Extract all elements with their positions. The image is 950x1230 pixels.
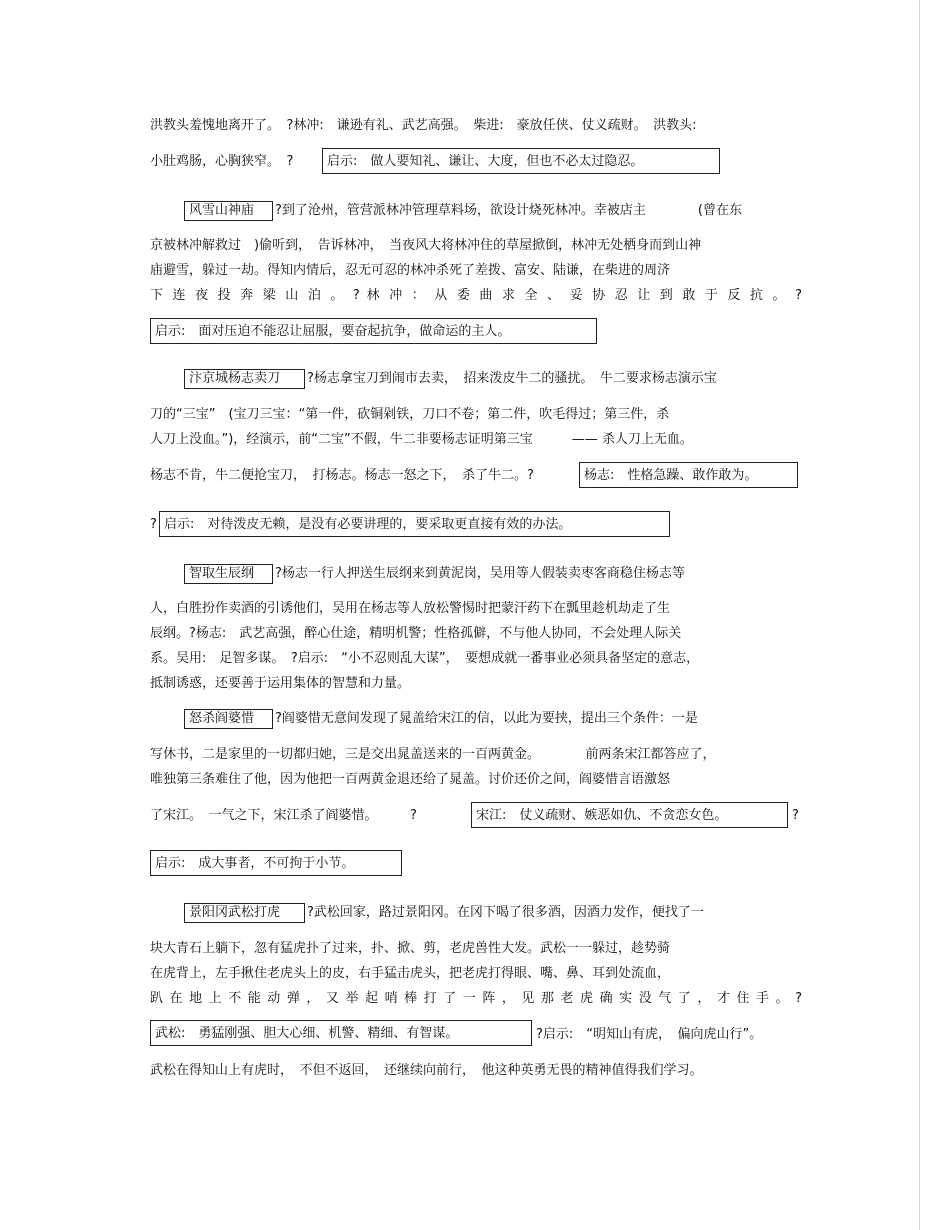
section-title: 景阳冈武松打虎	[184, 903, 305, 923]
section-title: 风雪山神庙	[184, 201, 273, 221]
text-line: 写休书，二是家里的一切都归她，三是交出晁盖送来的一百两黄金。 前两条宋江都答应了，	[150, 747, 716, 762]
character-box: 杨志: 性格急躁、敢作敢为。	[579, 462, 798, 488]
text-line: 刀的“三宝” (宝刀三宝：“第一件，砍铜剁铁，刀口不卷；第二件，吹毛得过；第三件，杀	[150, 407, 670, 422]
insight-box: 启示: 面对压迫不能忍让屈服，要奋起抗争，做命运的主人。	[150, 318, 597, 344]
text-line: ?到了沧州，管营派林冲管理草料场，欲设计烧死林冲。幸被店主 (曾在东	[275, 203, 742, 218]
text-line: 人刀上没血。”)，经演示，前“二宝”不假，牛二非要杨志证明第三宝 —— 杀人刀上无血。	[150, 432, 693, 447]
page-edge-divider	[919, 0, 920, 1230]
section-title: 汴京城杨志卖刀	[184, 369, 305, 389]
character-box: 武松: 勇猛刚强、胆大心细、机警、精细、有智谋。	[150, 1020, 532, 1046]
text-line: 洪教头羞愧地离开了。 ?林冲: 谦逊有礼、武艺高强。 柴进: 豪放任侠、仗义疏财。 洪教头:	[150, 118, 697, 133]
text-line: ?武松回家，路过景阳冈。在冈下喝了很多酒，因酒力发作，便找了一	[307, 905, 704, 920]
text-line: 块大青石上躺下，忽有猛虎扑了过来，扑、掀、剪，老虎兽性大发。武松一一躲过，趁势骑	[150, 941, 671, 956]
text-line: 人，白胜扮作卖酒的引诱他们，吴用在杨志等人放松警惕时把蒙汗药下在瓢里趁机劫走了生	[150, 601, 671, 616]
text-line: ?杨志一行人押送生辰纲来到黄泥岗，吴用等人假装卖枣客商稳住杨志等	[275, 566, 685, 581]
text-line: ?	[150, 517, 157, 532]
text-line: 杨志不肯，牛二便抢宝刀， 打杨志。杨志一怒之下， 杀了牛二。?	[150, 468, 534, 483]
text-line: 京被林冲解救过 )偷听到， 告诉林冲， 当夜风大将林冲住的草屋掀倒，林冲无处栖身而到山神	[150, 238, 702, 253]
text-line: 趴 在 地 上 不 能 动 弹 ， 又 举 起 哨 棒 打 了 一 阵 ， 见 那 老 虎 确 实 没 气 了 ， 才 住 手 。 ?	[150, 991, 802, 1006]
insight-box: 启示: 成大事者，不可拘于小节。	[150, 850, 402, 876]
text-line: 了宋江。 一气之下，宋江杀了阎婆惜。 ?	[150, 808, 417, 823]
text-line: ?杨志拿宝刀到闹市去卖， 招来泼皮牛二的骚扰。 牛二要求杨志演示宝	[307, 371, 717, 386]
text-line: ?启示: “明知山有虎， 偏向虎山行”。	[536, 1027, 763, 1042]
insight-box: 启示: 做人要知礼、谦让、大度，但也不必太过隐忍。	[322, 148, 720, 174]
section-title: 怒杀阎婆惜	[184, 709, 273, 729]
text-line: 抵制诱惑，还要善于运用集体的智慧和力量。	[150, 676, 411, 691]
text-line: 唯独第三条难住了他，因为他把一百两黄金退还给了晁盖。讨价还价之间，阎婆惜言语激怒	[150, 772, 671, 787]
text-line: ?	[792, 808, 799, 823]
text-line: 下 连 夜 投 奔 梁 山 泊 。 ? 林 冲 ： 从 委 曲 求 全 、 妥 协 忍 让 到 敢 于 反 抗 。 ?	[150, 288, 802, 303]
text-line: 庙避雪，躲过一劫。得知内情后，忍无可忍的林冲杀死了差拨、富安、陆谦，在柴进的周济	[150, 263, 671, 278]
text-line: 武松在得知山上有虎时， 不但不返回， 还继续向前行， 他这种英勇无畏的精神值得我们学习。	[150, 1063, 703, 1078]
text-line: 系。吴用: 足智多谋。 ?启示: “小不忍则乱大谋”， 要想成就一番事业必须具备坚定的意志，	[150, 651, 700, 666]
insight-box: 启示: 对待泼皮无赖，是没有必要讲理的，要采取更直接有效的办法。	[159, 511, 670, 537]
text-line: ?阎婆惜无意间发现了晁盖给宋江的信，以此为要挟，提出三个条件：一是	[275, 711, 698, 726]
section-title: 智取生辰纲	[184, 564, 273, 584]
character-box: 宋江: 仗义疏财、嫉恶如仇、不贪恋女色。	[471, 802, 788, 828]
text-line: 在虎背上，左手揪住老虎头上的皮，右手猛击虎头，把老虎打得眼、嘴、鼻、耳到处流血，	[150, 966, 671, 981]
text-line: 小肚鸡肠，心胸狭窄。 ?	[150, 154, 294, 169]
text-line: 辰纲。?杨志: 武艺高强，醉心仕途，精明机警；性格孤僻，不与他人协同，不会处理人际关	[150, 626, 682, 641]
